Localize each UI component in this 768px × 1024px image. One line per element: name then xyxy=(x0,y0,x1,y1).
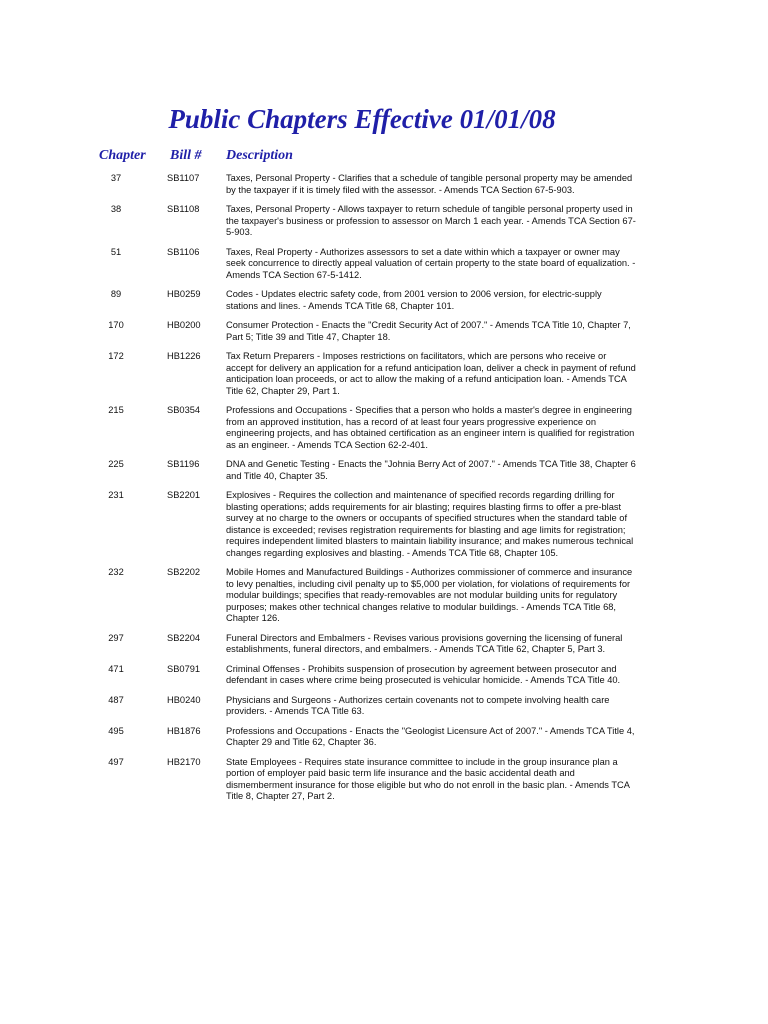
description: Taxes, Real Property - Authorizes assessors to set a date within which a taxpayer or owner may seek concurrence to directly appeal valuation of certain property to the state board of equalization. - Amends TCA Section 67-5-1412. xyxy=(226,246,636,280)
description: Criminal Offenses - Prohibits suspension of prosecution by agreement between prosecutor and defendant in cases where crime being prosecuted is vehicular homicide. - Amends TCA Title 40. xyxy=(226,663,621,685)
description: Funeral Directors and Embalmers - Revises various provisions governing the licensing of funeral establishments, funeral directors, and embalmers. - Amends TCA Title 62, Chapter 5, Part 3. xyxy=(226,632,623,654)
table-row xyxy=(0,633,768,664)
table-row xyxy=(0,459,768,490)
description: Taxes, Personal Property - Allows taxpayer to return schedule of tangible personal property used in the taxpayer's business or profession to assessor on March 1 each year. - Amends TCA Section 67-5-903. xyxy=(226,204,636,237)
table-row xyxy=(0,320,768,351)
chapter-number: 172 xyxy=(108,351,124,361)
chapter-number: 38 xyxy=(110,204,122,214)
table-row xyxy=(0,695,768,726)
bill-number: SB0354 xyxy=(167,405,201,415)
bill-number: SB1196 xyxy=(167,459,200,469)
description: Professions and Occupations - Enacts the "Geologist Licensure Act of 2007." - Amends TCA Title 4, Chapter 29 and Title 62, Chapter 36. xyxy=(226,725,635,747)
chapter-number: 231 xyxy=(108,490,124,500)
bill-number: SB2204 xyxy=(167,632,201,643)
chapter-number: 471 xyxy=(108,663,124,674)
description: DNA and Genetic Testing - Enacts the "Johnia Berry Act of 2007." - Amends TCA Title 38, Chapter 6 and Title 40, Chapter 35. xyxy=(226,459,636,481)
bill-number: HB0240 xyxy=(167,694,201,705)
bill-number: HB1876 xyxy=(167,725,201,736)
chapter-number: 89 xyxy=(110,289,122,299)
chapters-table xyxy=(0,173,768,811)
column-header-description: Description xyxy=(226,148,293,163)
page-title: Public Chapters Effective 01/01/08 xyxy=(168,104,556,134)
chapter-number: 51 xyxy=(110,246,122,257)
table-row xyxy=(0,664,768,695)
column-header-bill: Bill # xyxy=(170,148,202,163)
bill-number: SB1108 xyxy=(167,204,200,214)
table-row xyxy=(0,247,768,290)
description: Codes - Updates electric safety code, from 2001 version to 2006 version, for electric-supply stations and lines. - Amends TCA Title 68, Chapter 101. xyxy=(226,289,602,311)
description: Mobile Homes and Manufactured Buildings - Authorizes commissioner of commerce and insurance to levy penalties, including civil penalty up to $5,000 per violation, for violations of requirements for modular buildings; specifies that ready-removables are not modular building units for regulatory purposes; makes other technical changes relative to modular buildings. - Amends TCA Title 68, Chapter 126. xyxy=(226,567,633,623)
description: Explosives - Requires the collection and maintenance of specified records regarding drilling for blasting operations; adds requirements for air blasting; requires blasting firms to offer a pre-blast survey at no charge to the owners or occupants of specified structures when the standard table of distance is exceeded; revises registration requirements for blasting and age limits for registration; requires independent limited blasters to maintain liability insurance; and makes numerous technical changes regarding explosives and blasting. - Amends TCA Title 68, Chapter 105. xyxy=(226,490,634,558)
table-row xyxy=(0,726,768,757)
table-row xyxy=(0,289,768,320)
chapter-number: 297 xyxy=(108,632,124,643)
bill-number: HB1226 xyxy=(167,351,201,361)
bill-number: SB1107 xyxy=(167,173,200,183)
chapter-number: 232 xyxy=(108,567,124,577)
table-row xyxy=(0,351,768,405)
bill-number: SB1106 xyxy=(167,246,200,257)
chapter-number: 225 xyxy=(108,459,124,469)
bill-number: HB2170 xyxy=(167,756,201,767)
chapter-number: 487 xyxy=(108,694,124,705)
description: Consumer Protection - Enacts the "Credit Security Act of 2007." - Amends TCA Title 10, Chapter 7, Part 5; Title 39 and Title 47, Chapter 18. xyxy=(226,320,631,342)
table-row xyxy=(0,405,768,459)
bill-number: HB0259 xyxy=(167,289,201,299)
description: Physicians and Surgeons - Authorizes certain covenants not to compete involving health care providers. - Amends TCA Title 63. xyxy=(226,694,610,716)
table-row xyxy=(0,204,768,247)
column-header-chapter: Chapter xyxy=(99,148,146,163)
table-row xyxy=(0,490,768,567)
chapter-number: 215 xyxy=(108,405,124,415)
bill-number: SB0791 xyxy=(167,663,201,674)
description: State Employees - Requires state insurance committee to include in the group insurance plan a portion of employer paid basic term life insurance and the basic accidental death and dismemberment insurance for those eligible but who do not enroll in the basic plan. - Amends TCA Title 8, Chapter 27, Part 2. xyxy=(226,756,630,801)
chapter-number: 495 xyxy=(108,725,124,736)
bill-number: HB0200 xyxy=(167,320,201,330)
table-row xyxy=(0,173,768,204)
bill-number: SB2202 xyxy=(167,567,201,577)
table-row xyxy=(0,567,768,633)
description: Professions and Occupations - Specifies that a person who holds a master's degree in engineering from an approved institution, has a record of at least four years progressive experience on engineering projects, and has obtained certification as an engineer intern is qualified for registration as an engineer. - Amends TCA Section 62-2-401. xyxy=(226,405,635,450)
chapter-number: 37 xyxy=(110,173,122,183)
chapter-number: 497 xyxy=(108,756,124,767)
bill-number: SB2201 xyxy=(167,490,201,500)
description: Tax Return Preparers - Imposes restrictions on facilitators, which are persons who receive or accept for delivery an application for a refund anticipation loan, deliver a check in payment of refund anticipation loan proceeds, or act to allow the making of a refund anticipation loan. - Amends TCA Title 62, Chapter 29, Part 1. xyxy=(226,351,636,396)
chapter-number: 170 xyxy=(108,320,124,330)
table-row xyxy=(0,757,768,811)
description: Taxes, Personal Property - Clarifies that a schedule of tangible personal property may be amended by the taxpayer if it is timely filed with the assessor. - Amends TCA Section 67-5-903. xyxy=(226,173,633,195)
